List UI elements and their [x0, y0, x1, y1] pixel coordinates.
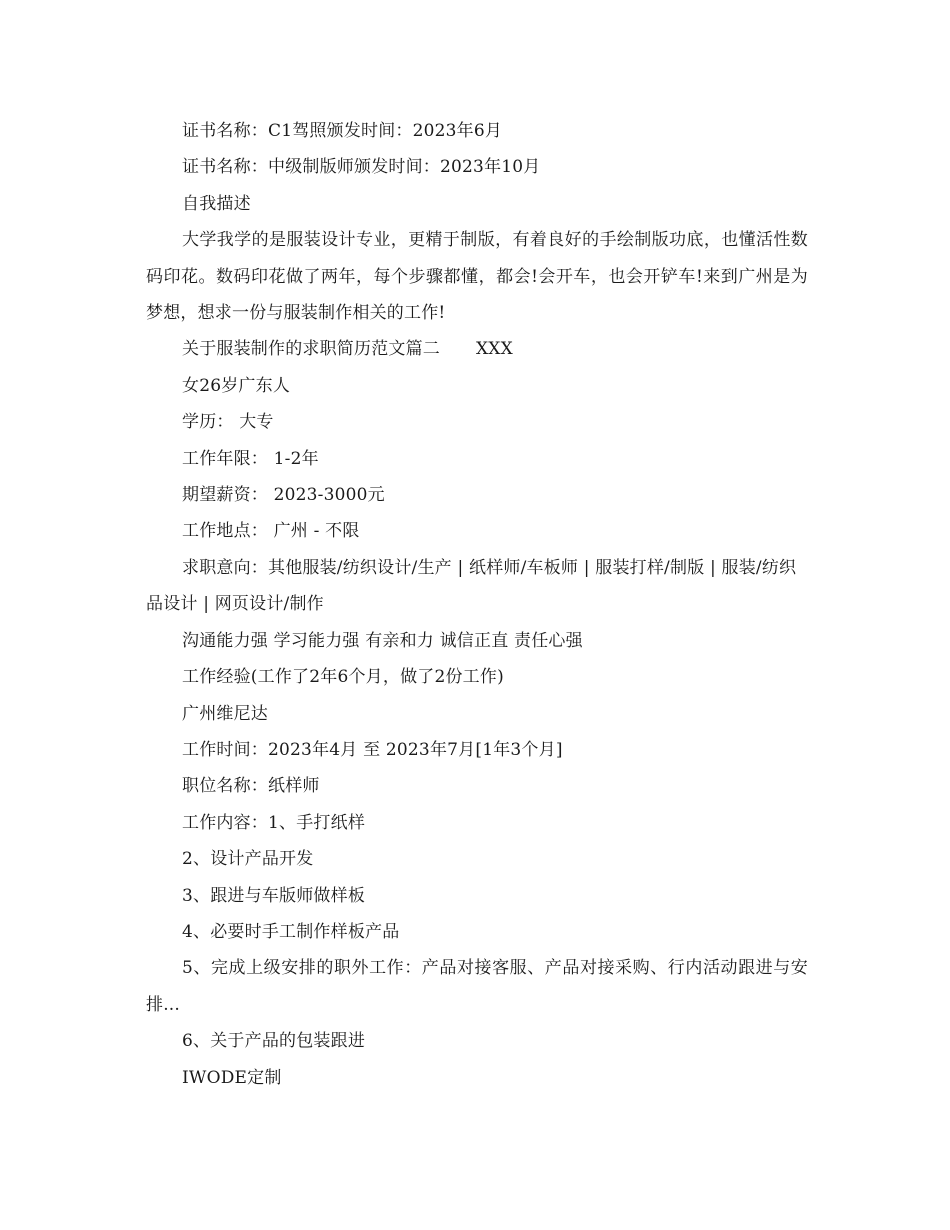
education-line: 学历： 大专	[182, 412, 274, 433]
work-experience-heading: 工作经验(工作了2年6个月，做了2份工作)	[182, 667, 504, 688]
company-name: 广州维尼达	[182, 703, 268, 724]
work-years-line: 工作年限： 1-2年	[182, 448, 319, 469]
duty-item-6: 6、关于产品的包装跟进	[182, 1031, 366, 1052]
position-title-line: 职位名称：纸样师	[182, 776, 320, 797]
job-intention-line: 求职意向：其他服装/纺织设计/生产 | 纸样师/车板师 | 服装打样/制版 | 服装/纺织品设计 | 网页设计/制作	[146, 557, 797, 615]
strengths-line: 沟通能力强 学习能力强 有亲和力 诚信正直 责任心强	[182, 630, 583, 651]
section-heading-self-description: 自我描述	[182, 193, 251, 214]
next-company-name: IWODE定制	[182, 1067, 282, 1088]
candidate-name: XXX	[476, 339, 513, 360]
expected-salary-line: 期望薪资： 2023-3000元	[182, 485, 385, 506]
work-location-line: 工作地点： 广州 - 不限	[182, 521, 360, 542]
self-description-text: 大学我学的是服装设计专业，更精于制版，有着良好的手绘制版功底，也懂活性数码印花。数码印花做了两年，每个步骤都懂，都会!会开车，也会开铲车!来到广州是为梦想，想求一份与服装制作相关的工作!	[146, 230, 808, 324]
candidate-profile: 女26岁广东人	[182, 375, 291, 396]
resume-title: 关于服装制作的求职简历范文篇二	[182, 339, 440, 360]
duty-item-2: 2、设计产品开发	[182, 849, 314, 870]
cert-driver-license: 证书名称：C1驾照颁发时间：2023年6月	[182, 121, 503, 141]
duty-item-4: 4、必要时手工制作样板产品	[182, 921, 400, 942]
duty-item-5: 5、完成上级安排的职外工作：产品对接客服、产品对接采购、行内活动跟进与安排...	[146, 958, 808, 1015]
duty-item-1: 工作内容：1、手打纸样	[182, 812, 366, 833]
document-body	[146, 113, 808, 1096]
duty-item-3: 3、跟进与车版师做样板	[182, 885, 366, 906]
resume-title-line	[146, 331, 808, 367]
cert-pattern-maker: 证书名称：中级制版师颁发时间：2023年10月	[182, 157, 541, 178]
work-period-line: 工作时间：2023年4月 至 2023年7月[1年3个月]	[182, 739, 563, 760]
